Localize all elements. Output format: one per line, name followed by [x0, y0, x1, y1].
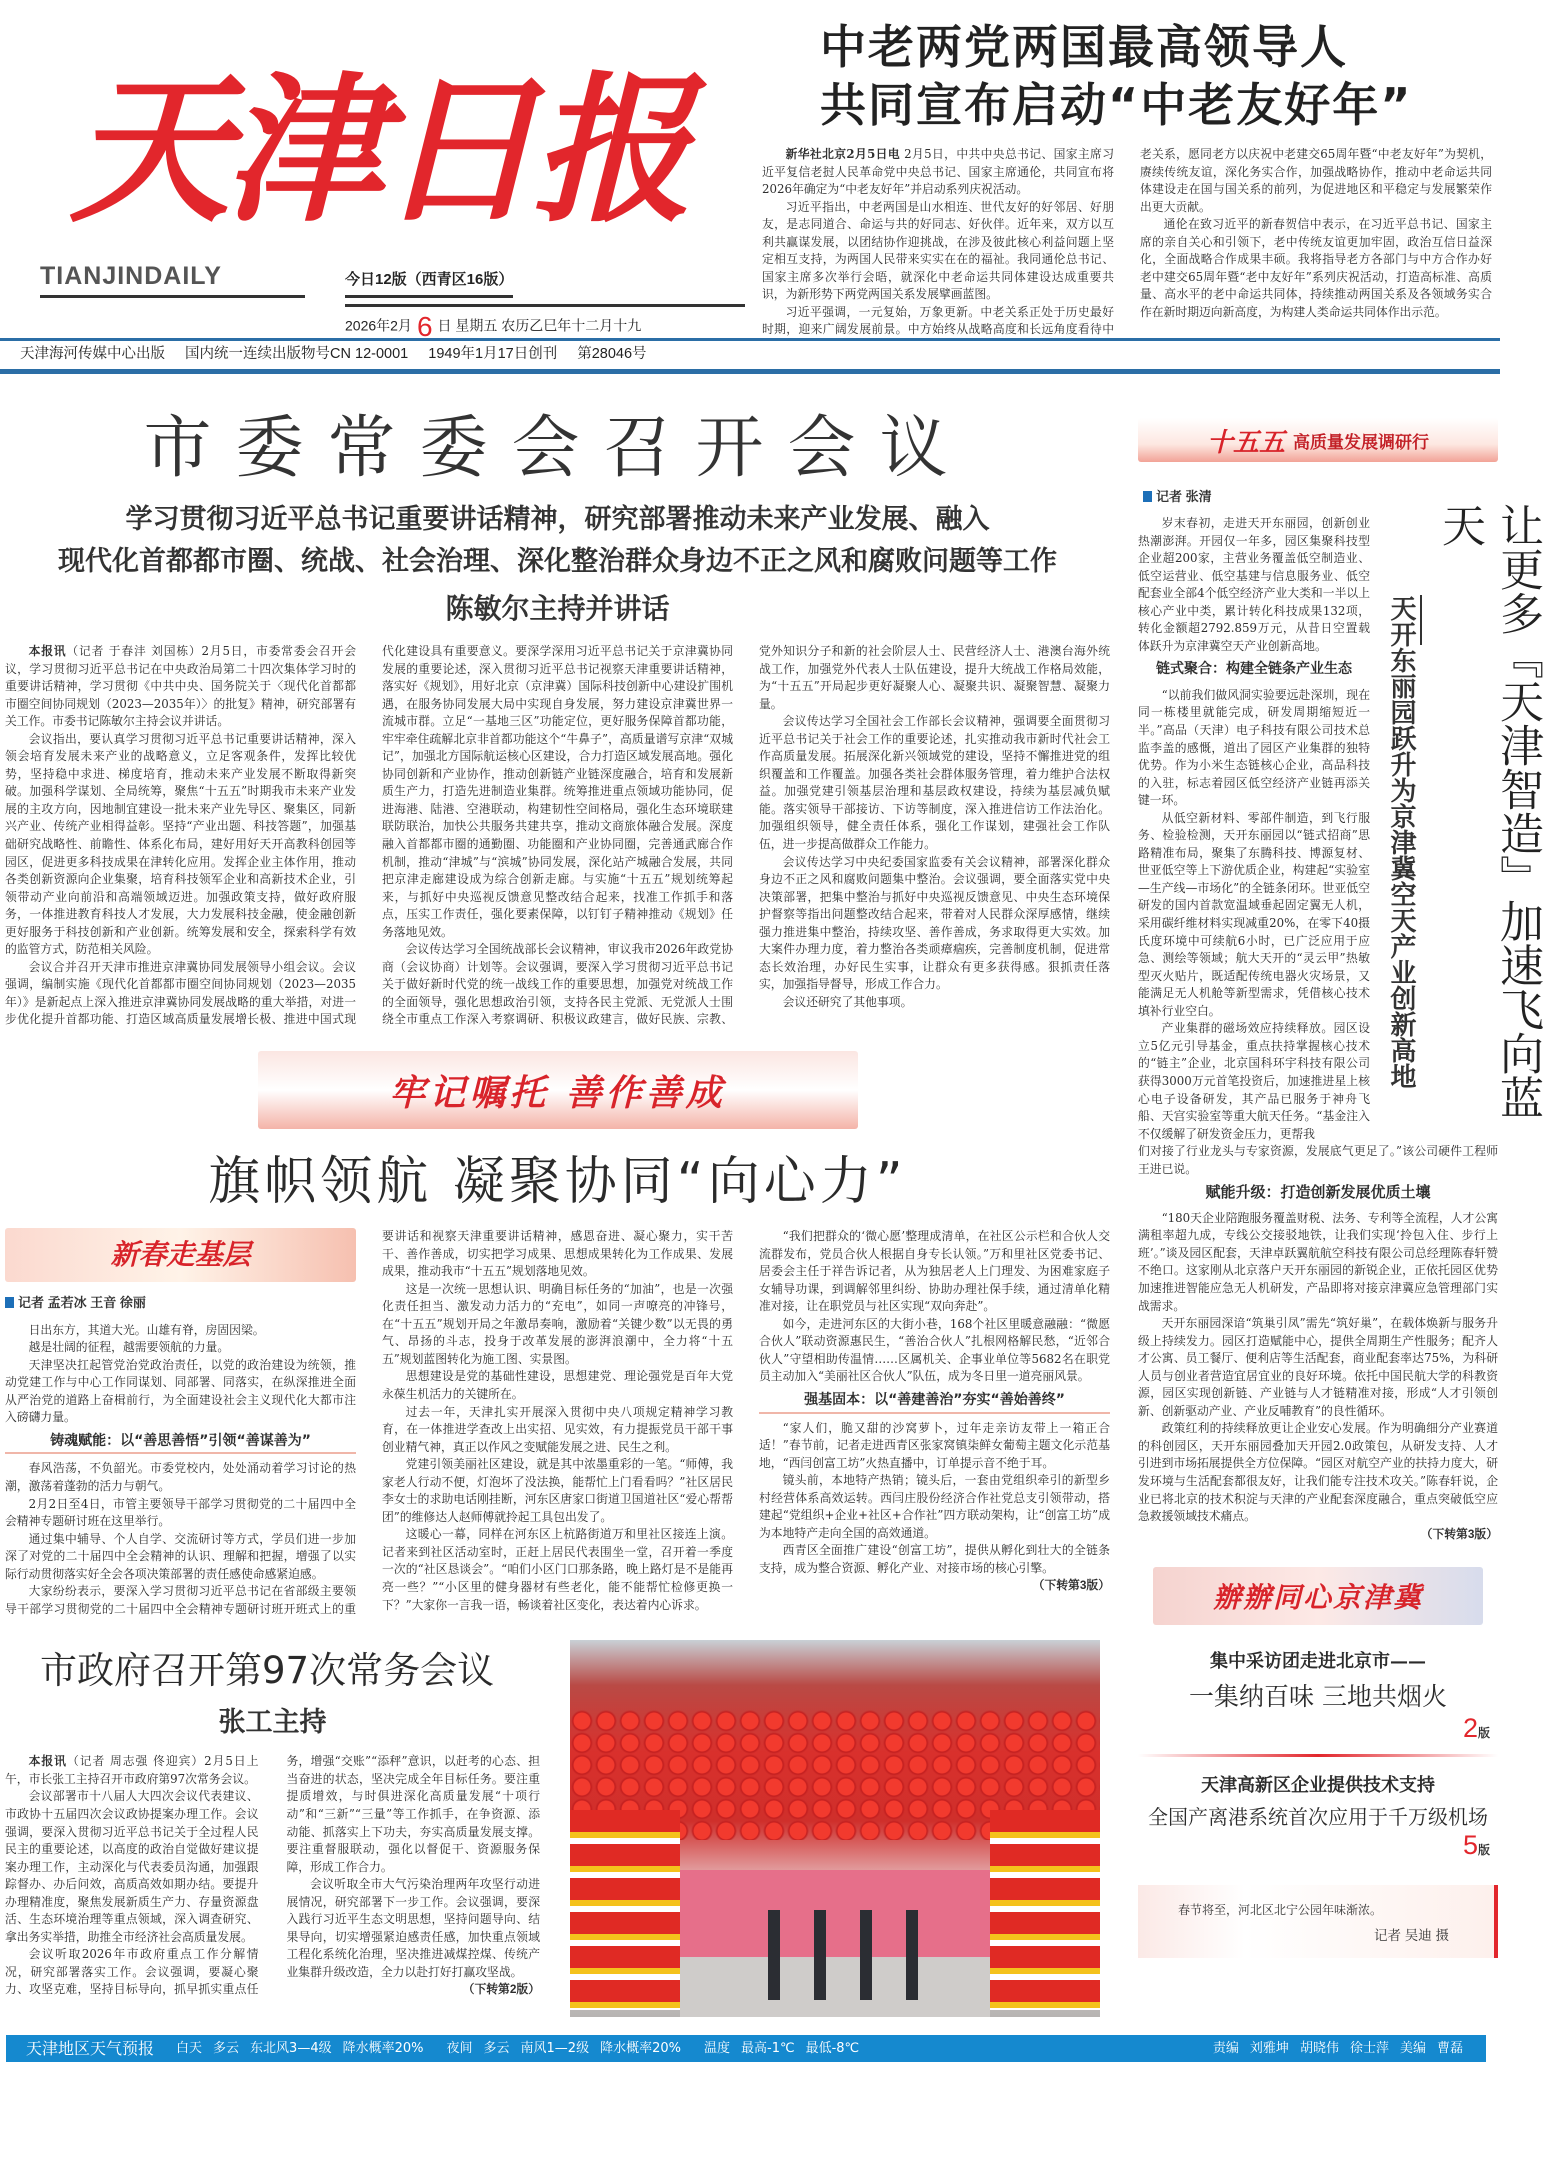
mid-story-headline[interactable]: 旗帜领航 凝聚协同“向心力”	[208, 1152, 907, 1213]
weather-night-precip: 降水概率20%	[600, 2041, 681, 2057]
designer-label: 美编	[1399, 2041, 1426, 2057]
mid-subhead: 铸魂赋能：以“善思善悟”引领“善谋善为”	[5, 1433, 356, 1455]
gov-story-headline[interactable]: 市政府召开第97次常务会议	[40, 1649, 495, 1693]
newspaper-logo: 天津日报	[70, 56, 687, 244]
weather-bar	[6, 2035, 1486, 2062]
paragraph: 通伦在致习近平的新春贺信中表示，在习近平总书记、国家主席的亲自关心和引领下，老中传统友谊更加牢固，政治互信日益深化，全面战略合作成果丰硕。我将指导老方各部门与中方合作办好老中建交65周年暨“老中友好年”系列庆祝活动，打造高标准、高质量、高水平的老中命运共同体，持续推动两国关系及各领域务实合作在新时期迈向新高度，为构建人类命运共同体作出示范。	[1140, 217, 1492, 319]
designer-name: 曹磊	[1436, 2041, 1463, 2057]
subtitle-line: 学习贯彻习近平总书记重要讲话精神，研究部署推动未来产业发展、融入	[125, 504, 990, 535]
paragraph: 会议部署市十八届人大四次会议代表建议、市政协十五届四次会议政协提案办理工作。会议强调，要深入贯彻习近平总书记关于全过程人民民主的重要论述，以高度的政治自觉做好建议提案办理工作，主动深化与代表委员沟通，加强跟踪督办、办后问效，高质高效如期办结。要提升办理精准度，聚焦发展新质生产力、存量资源盘活、生态环境治理等重点领域，深入调查研究、拿出务实举措，助推全市经济社会高质量发展。	[5, 1789, 259, 1944]
paragraph: 这暖心一幕，同样在河东区上杭路街道万和里社区接连上演。记者来到社区活动室时，正赶上居民代表围坐一堂，召开着一季度一次的“社区恳谈会”。“咱们小区门口那条路，晚上路灯是不是能再亮一些？”“小区里的健身器材有些老化，能不能帮忙检修更换一下？”大家你一言我一语，畅谈着社区变化，表达着内心诉求。	[382, 1527, 733, 1612]
weather-night-sky: 多云	[483, 2041, 510, 2057]
serial-number: 国内统一连续出版物号CN 12-0001	[185, 346, 409, 362]
temp-low: 最低-8℃	[805, 2041, 860, 2057]
series-banner-jjj: 辦辦同心京津冀	[1153, 1567, 1483, 1625]
square-marker-icon	[1143, 491, 1152, 502]
paragraph: 会议合并召开天津市推进京津冀协同发展领导小组会议。会议强调，编制实施《现代化首都都市圈空间协同规划（2023—2035年）》是新起点上深入推进京津冀协同发展战略的重大举措，对进一步优化提升首都功能、打造区域高质量发展增长极、推进中国式现代化建设具有重要意义。要深学深用习近平总书记关于京津冀协同发展的重要论述，深入贯彻习近平总书记视察天津重要讲话精神，落实好《规划》，用好北京（京津冀）国际科技创新中心建设扩围机遇，在服务协同发展大局中实现自身发展，努力建设京津冀世界一流城市群。立足“一基地三区”功能定位，更好服务保障首都功能，牢牢牵住疏解北京非首都功能这个“牛鼻子”，高质量谱写京津“双城记”，加强北方国际航运核心区建设，合力打造区域发展高地。强化协同创新和产业协作，推动创新链产业链深度融合，培育和发展新质生产力，打造先进制造业集群。统筹推进重点领域功能协同，促进海港、陆港、空港联动，构建韧性空间格局，强化生态环境联建联防联治，加快公共服务共建共享，推动文商旅体融合发展。深度融入首都都市圈的通勤圈、功能圈和产业协同圈，完善通武廊合作机制，推动“津城”与“滨城”协同发展，深化站产城融合发展，共同把京津走廊建设成为综合创新走廊。与实施“十五五”规划统筹起来，与抓好中央巡视反馈意见整改结合起来，找准工作抓手和落点，压实工作责任，强化要素保障，以钉钉子精神推动《规划》任务落地见效。	[5, 644, 733, 1027]
feature-subhead: 赋能升级：打造创新发展优质土壤	[1205, 1183, 1431, 1202]
paragraph: 过去一年，天津扎实开展深入贯彻中央八项规定精神学习教育，在一体推进学查改上出实招、见实效，有力提振党员干部干事创业精气神，真正以作风之变赋能发展之进、民生之利。	[382, 1404, 733, 1454]
date-prefix: 2026年2月	[345, 317, 412, 334]
date-box	[345, 262, 745, 343]
paragraph: 越是壮阔的征程，越需要领航的力量。	[28, 1340, 230, 1355]
editor-label: 责编	[1212, 2041, 1239, 2057]
reporter-name: 记者 张清	[1156, 489, 1212, 504]
visitors	[750, 1910, 920, 2000]
feature-section-1	[1138, 687, 1370, 1143]
banner-subtitle: 高质量发展调研行	[1293, 432, 1429, 453]
column-banner-new-spring: 新春走基层	[5, 1228, 356, 1282]
paragraph: 如今，走进河东区的大街小巷，168个社区里暖意融融：“微愿合伙人”联动资源惠民生，“善治合伙人”扎根网格解民愁，“近邻合伙人”守望相助传温情……区属机关、企事业单位等5682名在职党员主动加入“美丽社区合伙人”队伍，成为冬日里一道亮丽风景。	[759, 1316, 1110, 1384]
paragraph: 天开东丽园深谙“筑巢引凤”需先“筑好巢”，在载体焕新与服务升级上持续发力。园区打造赋能中心，提供全周期生产性服务；配齐人才公寓、员工餐厅、便利店等生活配套，商业配套率达75%，为科研人员与创业者营造宜居宜业的良好环境。依托中国民航大学的科教资源，园区实现创新链、产业链与人才链精准对接，形成“人才引领创新、创新驱动产业、产业反哺教育”的良性循环。	[1138, 1316, 1498, 1418]
paragraph: 大家纷纷表示，要深入学习贯彻习近平总书记在省部级主要领导干部学习贯彻党的二十届四中全会精神专题研讨班开班式上的重要讲话和视察天津重要讲话精神，感恩奋进、凝心聚力，实干苦干、善作善成，切实把学习成果、思想成果转化为工作成果、发展成果，推动我市“十五五”规划落地见效。	[5, 1229, 733, 1616]
publication-info-bar	[0, 338, 1500, 374]
gov-paragraphs	[5, 1753, 540, 1999]
paragraph: “我们把群众的‘微心愿’整理成清单，在社区公示栏和合伙人交流群发布，党员合伙人根据自身专长认领。”万和里社区党委书记、居委会主任于祥告诉记者，从为独居老人上门理发、为困难家庭子女辅导功课，到调解邻里纠纷、协助办理社保手续，通过清单化精准对接，让在职党员与社区实现“双向奔赴”。	[759, 1229, 1110, 1314]
date-suffix: 日 星期五 农历乙巳年十二月十九	[437, 317, 642, 334]
paragraph: 这是一次统一思想认识、明确目标任务的“加油”，也是一次强化责任担当、激发动力活力的“充电”，如同一声嘹亮的冲锋号，在“十五五”规划开局之年激昂奏响，激励着“关键少数”以无畏的勇气、昂扬的斗志，投身于改革发展的澎湃浪潮中，全力将“十五五”规划蓝图转化为施工图、实景图。	[382, 1281, 733, 1366]
paragraph: “以前我们做风洞实验要远赴深圳，现在同一栋楼里就能完成，研发周期缩短近一半。”高品（天津）电子科技有限公司技术总监李盖的感慨，道出了园区产业集群的独特优势。作为小米生态链核心企业，高品科技的入驻，标志着园区低空经济产业链再添关键一环。	[1138, 687, 1370, 808]
editor-name: 刘雅坤	[1249, 2041, 1289, 2057]
issue-number: 第28046号	[577, 346, 647, 362]
weather-day-wind: 东北风3—4级	[250, 2041, 332, 2057]
founded: 1949年1月17日创刊	[428, 346, 558, 362]
edition-count: 今日12版（西青区16版）	[345, 262, 513, 298]
paragraph: 会议传达学习全国统战部长会议精神，审议我市2026年政党协商（会议协商）计划等。会议强调，要深入学习贯彻习近平总书记关于做好新时代党的统一战线工作的重要思想，加强党对统战工作的全面领导，强化思想政治引领，支持各民主党派、无党派人士围绕全市重点工作深入考察调研、积极议政建言，做好民族、宗教、党外知识分子和新的社会阶层人士、民营经济人士、港澳台海外统战工作，加强党外代表人士队伍建设，提升大统战工作格局效能，为“十五五”开局起步更好凝聚人心、凝聚共识、凝聚智慧、凝聚力量。	[382, 644, 1110, 1027]
page-ref-5[interactable]	[1138, 1830, 1498, 1865]
paragraph: 日出东方，其道大光。山雄有脊，房固因梁。	[28, 1322, 265, 1337]
paragraph	[5, 643, 356, 731]
paragraph: “180天企业陪跑服务覆盖财税、法务、专利等全流程，人才公寓满租率超九成，专线公交接驳地铁，让我们实现‘拎包入住、步行上班’。”谈及园区配套，天津卓跃翼航航空科技有限公司总经理陈春轩赞不绝口。这家刚从北京落户天开东丽园的新锐企业，正依托园区优势加速推进智能应急无人机研发，产品即将对接京津冀应急管理部门实战需求。	[1138, 1210, 1498, 1313]
continued-note: （下转第3版）	[1032, 1578, 1110, 1593]
dateline: 新华社北京2月5日电	[785, 147, 900, 161]
mid-section-2	[759, 1420, 1110, 1578]
weather-day-label: 白天	[176, 2041, 203, 2057]
gov-story	[5, 1640, 540, 1999]
lead-byline: 陈敏尔主持并讲话	[445, 592, 670, 625]
paragraph: 思想建设是党的基础性建设，思想建党、理论强党是百年大党永葆生机活力的关键所在。	[382, 1369, 733, 1401]
paragraph: 镜头前，本地特产热销；镜头后，一套由党组织牵引的新型乡村经营体系高效运转。西闫庄股份经济合作社党总支引领带动，搭建起“党组织+企业+社区+合作社”四方联动架构，让“创富工坊”成为本地特产走向全国的高效通道。	[759, 1473, 1110, 1540]
right-area	[1138, 378, 1543, 2017]
paragraph: 习近平强调，一元复始，万象更新。中老关系正处于历史最好时期，迎来广阔发展前景。中方始终从战略高度和长远角度看待中老关系，愿同老方以庆祝中老建交65周年暨“中老友好年”为契机，赓续传统友谊，深化务实合作，加强战略协作，推动中老命运共同体建设走在国与国关系的前列，为促进地区和平稳定与发展繁荣作出更大贡献。	[762, 147, 1492, 337]
paragraph: 产业集群的磁场效应持续释放。园区设立5亿元引导基金，重点扶持掌握核心技术的“链主”企业，北京国科环宇科技有限公司获得3000万元首笔投资后，加速推进星上核心电子设备研发，其产品已服务于神舟飞船、天宫实验室等重大航天任务。“基金注入不仅缓解了研发资金压力，更帮我	[1138, 1021, 1370, 1141]
paragraph: 西青区全面推广建设“创富工坊”，提供从孵化到壮大的全链条支持，成为整合资源、孵化产业、对接市场的核心引擎。	[759, 1543, 1110, 1575]
feature-top	[1138, 503, 1543, 1143]
lantern-festival-photo[interactable]	[570, 1640, 1100, 2017]
teaser-title-1[interactable]: 一集纳百味 三地共烟火	[1189, 1682, 1447, 1712]
page-number: 2	[1462, 1713, 1478, 1744]
lead-subtitle	[5, 499, 1110, 583]
continued-note: （下转第3版）	[1420, 1526, 1498, 1541]
photo-credit: 记者 吴迪 摄	[1373, 1928, 1449, 1944]
page-suffix: 版	[1477, 1843, 1490, 1858]
paragraph: 们对接了行业龙头与专家资源，发展底气更足了。”该公司硬件工程师王进已说。	[1138, 1144, 1498, 1176]
page-suffix: 版	[1477, 1726, 1490, 1741]
page-body	[0, 378, 1543, 2017]
temp-high: 最高-1℃	[741, 2041, 795, 2057]
paragraph: 从低空新材料、零部件制造，到飞行服务、检验检测，天开东丽园以“链式招商”思路精准布局，聚集了东腾科技、博源复材、世亚低空等上下游优质企业，构建起“实验室—生产线—市场化”的全链条闭环。世亚低空研发的国内首款宽温域垂起固定翼无人机，采用碳纤维材料实现减重20%，在零下40摄氏度环境中可续航6小时，已广泛应用于应急、测绘等领域；航大天开的“灵云甲”热敏型灭火贴片，既适配传统电器火灾场景，又能满足无人机舱等新型需求，凭借核心技术填补行业空白。	[1138, 810, 1370, 1018]
gov-story-body	[5, 1753, 540, 1999]
paragraph: 党建引领美丽社区建设，就是其中浓墨重彩的一笔。“师傅，我家老人行动不便，灯泡坏了没法换，能帮忙上门看看吗？”社区居民李女士的求助电话刚挂断，河东区唐家口街道卫国道社区“爱心帮帮团”的维修达人赵师傅就拎起工具包出发了。	[382, 1457, 733, 1524]
weather-night-wind: 南风1—2级	[520, 2041, 590, 2057]
paragraph: 会议还研究了其他事项。	[782, 994, 913, 1009]
lantern-rack-right	[990, 1810, 1100, 2010]
paragraph: 会议指出，要认真学习贯彻习近平总书记重要讲话精神，深入领会培育发展未来产业的战略意义，立足客观条件，发挥比较优势，坚持稳中求进、梯度培育，推动未来产业发展不断取得新突破。加强科学谋划、全局统筹，聚焦“十五五”时期我市未来产业发展的主攻方向，因地制宜建设一批未来产业先导区、聚集区，同新兴产业、传统产业相得益彰。坚持“产业出题、科技答题”，加强基础研究战略性、前瞻性、体系化布局，建好用好天开高教科创园等园区，促进更多科技成果在津转化应用。发挥企业主体作用，推动各类创新资源向企业集聚，培育科技领军企业和高新技术企业，引领带动产业向前沿和高端领域迈进。加强政策支持，做好政府服务，一体推进教育科技人才发展，大力发展科技金融，使金融创新更好服务于科技创新和产业创新。统筹发展和安全，探索科学有效的监管方式，防范相关风险。	[5, 731, 356, 957]
page-number: 5	[1462, 1830, 1478, 1861]
photo-caption	[1138, 1885, 1498, 1958]
teaser-kicker: 天津高新区企业提供技术支持	[1201, 1775, 1435, 1797]
teaser-kicker: 集中采访团走进北京市——	[1210, 1651, 1426, 1673]
lantern-rack-left	[570, 1810, 680, 2010]
feature-body-wide	[1138, 1143, 1498, 1543]
headline-line: 共同宣布启动“中老友好年”	[820, 78, 1413, 132]
temp-label: 温度	[703, 2041, 730, 2057]
gov-story-byline: 张工主持	[218, 1707, 327, 1739]
weather-night-label: 夜间	[446, 2041, 473, 2057]
lead-story-body	[5, 643, 1110, 1029]
lead-text: 2月5日，中共中央总书记、国家主席习近平复信老挝人民革命党中央总书记、国家主席通伦，共同宣布将2026年确定为“中老友好年”并启动系列庆祝活动。	[762, 147, 1115, 197]
lead-text: （记者 周志强 佟迎宾）2月5日上午，市长张工主持召开市政府第97次常务会议。	[5, 1754, 259, 1786]
feature-headline[interactable]: 让更多『天津智造』加速飞向蓝天	[1434, 503, 1543, 1119]
divider	[1138, 1754, 1498, 1757]
mid-reporter	[5, 1294, 356, 1312]
left-area	[5, 378, 1110, 2017]
date-day: 6	[416, 311, 433, 342]
top-story-headline[interactable]	[820, 18, 1460, 134]
editor-name: 徐士萍	[1349, 2041, 1389, 2057]
paragraph	[5, 1753, 259, 1788]
feature-body-narrow	[1138, 515, 1370, 1143]
reporter-name: 记者 孟若冰 王音 徐丽	[18, 1295, 146, 1311]
mid-story-body	[5, 1228, 1110, 1618]
paragraph: 会议传达学习全国社会工作部长会议精神，强调要全面贯彻习近平总书记关于社会工作的重要论述，扎实推动我市新时代社会工作高质量发展。拓展深化新兴领域党的建设，坚持不懈推进党的组织覆盖和工作覆盖。加强各类社会群体服务管理，着力维护合法权益。加强党建引领基层治理和基层政权建设，持续为基层减负赋能。落实领导干部接访、下访等制度，深入推进信访工作法治化。加强组织领导，健全责任体系，强化工作谋划，建强社会工作队伍，进一步提高做群众工作能力。	[759, 714, 1110, 852]
paragraph: 天津坚决扛起管党治党政治责任，以党的政治建设为统领，推动党建工作与中心工作同谋划、同部署、同落实，在纵深推进全面从严治党的道路上奋楫前行，为全面建设社会主义现代化大都市注入磅礴力量。	[5, 1357, 356, 1425]
paragraph	[762, 146, 1114, 199]
paragraph: 会议听取全市大气污染治理两年攻坚行动进展情况，研究部署下一步工作。会议强调，要深入践行习近平生态文明思想，坚持问题导向、结果导向，切实增强紧迫感责任感，加快重点领域工程化系统化治理，坚决推进减煤控煤、传统产业集群升级改造，全力以赴打好打赢攻坚战。	[286, 1877, 540, 1979]
paragraph: “家人们，脆又甜的沙窝萝卜，过年走亲访友带上一箱正合适！”春节前，记者走进西青区张家窝镇柒鲜女葡萄主题文化示范基地，“西闫创富工坊”火热直播中，订单提示音不绝于耳。	[759, 1420, 1110, 1470]
page-ref-2[interactable]	[1138, 1713, 1498, 1748]
dateline: 本报讯	[28, 644, 67, 658]
caption-text: 春节将至，河北区北宁公园年味渐浓。	[1178, 1903, 1383, 1918]
continued-note: （下转第2版）	[462, 1982, 540, 1997]
editor-name: 胡晓伟	[1299, 2041, 1339, 2057]
weather-day-precip: 降水概率20%	[342, 2041, 424, 2057]
lead-headline[interactable]: 市委常委会召开会议	[143, 409, 972, 488]
publisher: 天津海河传媒中心出版	[20, 346, 165, 362]
mid-subhead: 强基固本：以“善建善治”夯实“善始善终”	[759, 1392, 1110, 1414]
square-marker-icon	[5, 1297, 14, 1308]
weather-title: 天津地区天气预报	[26, 2039, 155, 2059]
paragraph: 会议传达学习中央纪委国家监委有关会议精神，部署深化群众身边不正之风和腐败问题集中整治。会议强调，要全面落实党中央决策部署，把集中整治与抓好中央巡视反馈意见、中央生态环境保护督察等指出问题整改结合起来，带着对人民群众深厚感情，继续强力推进集中整治，持续攻坚、善作善成，务求取得更大实效。加大案件办理力度，着力整治各类顽瘴痼疾，完善制度机制，促进常态长效治理，办好民生实事，让群众有更多获得感。狠抓责任落实，加强指导督导，形成工作合力。	[759, 854, 1110, 992]
feature-section-2	[1138, 1210, 1498, 1526]
feature-subheadline: 天开东丽园跃升为京津冀空天产业创新高地	[1383, 595, 1434, 1089]
paragraph: 政策红利的持续释放更让企业安心发展。作为明确细分产业赛道的科创园区，天开东丽园叠加天开园2.0政策包，从研发支持、人才引进到市场拓展提供全方位保障。“园区对航空产业的扶持力度大，研发环境与生活配套都很友好，让我们能专注技术攻关。”陈春轩说，企业已将北京的技术积淀与天津的产业配套深度融合，重点突破低空应急救援领域技术痛点。	[1138, 1421, 1498, 1524]
english-name: TIANJINDAILY	[40, 262, 305, 298]
paragraph: 通过集中辅导、个人自学、交流研讨等方式，学员们进一步加深了对党的二十届四中全会精神的认识、理解和把握，增强了以实际行动贯彻落实好全会各项决策部署的责任感使命感紧迫感。	[5, 1531, 356, 1581]
feature-intro	[1138, 515, 1370, 655]
mid-intro	[5, 1322, 356, 1427]
lead-text: （记者 于春沣 刘国栋）2月5日，市委常委会召开会议，学习贯彻习近平总书记在中央政治局第二十四次集体学习时的重要讲话精神，学习贯彻《中共中央、国务院关于〈现代化首都都市圈空间协同规划（2023—2035年）〉的批复》精神，研究部署有关工作。市委书记陈敏尔主持会议并讲话。	[5, 644, 356, 729]
dateline: 本报讯	[28, 1754, 67, 1769]
paragraph: 岁末春初，走进天开东丽园，创新创业热潮澎湃。开园仅一年多，园区集聚科技型企业超200家，主营业务覆盖低空制造业、低空运营业、低空基建与信息服务业、低空配套业全部4个低空经济产业大类和一半以上核心产业中类，累计转化科技成果132项，转化金额超2792.859万元，从昔日空置载体跃升为京津冀空天产业创新高地。	[1138, 516, 1370, 653]
teaser-title-2[interactable]: 全国产离港系统首次应用于千万级机场	[1148, 1805, 1488, 1830]
feature-subhead: 链式聚合：构建全链条产业生态	[1156, 661, 1352, 678]
paragraph: 2月2日至4日，市管主要领导干部学习贯彻党的二十届四中全会精神专题研讨班在这里举行。	[5, 1496, 356, 1529]
paragraph: 会议听取2026年市政府重点工作分解情况，研究部署落实工作。会议强调，要凝心聚力、攻坚克难，坚持目标导向，抓早抓实重点任务，增强“交账”“添秤”意识，以赶考的心态、担当奋进的状态，坚决完成全年目标任务。要注重提质增效，与时俱进深化高质量发展“十项行动”和“三新”“三量”等工作抓手，在争资源、添动能、抓落实上下功夫，夯实高质量发展支撑。要注重督服联动，强化以督促干、资源服务保障，形成工作合力。	[5, 1754, 540, 1997]
subtitle-line: 现代化首都都市圈、统战、社会治理、深化整治群众身边不正之风和腐败问题等工作	[58, 546, 1057, 577]
paragraph: 春风浩荡，不负韶光。市委党校内，处处涌动着学习讨论的热潮，激荡着蓬勃的活力与朝气。	[5, 1461, 356, 1493]
top-story-body	[762, 146, 1492, 339]
weather-day-sky: 多云	[213, 2041, 240, 2057]
series-banner-mid: 牢记嘱托 善作善成	[258, 1051, 858, 1129]
series-banner-155	[1138, 418, 1498, 462]
banner-title: 十五五	[1206, 427, 1285, 458]
paragraph: 习近平指出，中老两国是山水相连、世代友好的好邻居、好朋友，是志同道合、命运与共的好同志、好伙伴。近年来，双方以互利共赢谋发展，以团结协作迎挑战，在涉及彼此核心利益问题上坚定相互支持，为两国人民带来实实在在的福祉。我同通伦总书记、国家主席多次举行会晤，就深化中老命运共同体建设达成重要共识，为新形势下两党两国关系发展擘画蓝图。	[762, 199, 1114, 302]
headline-line: 中老两党两国最高领导人	[820, 20, 1348, 74]
bottom-row	[5, 1640, 1110, 2017]
editors-credit	[1213, 2035, 1474, 2062]
masthead	[0, 0, 1500, 378]
